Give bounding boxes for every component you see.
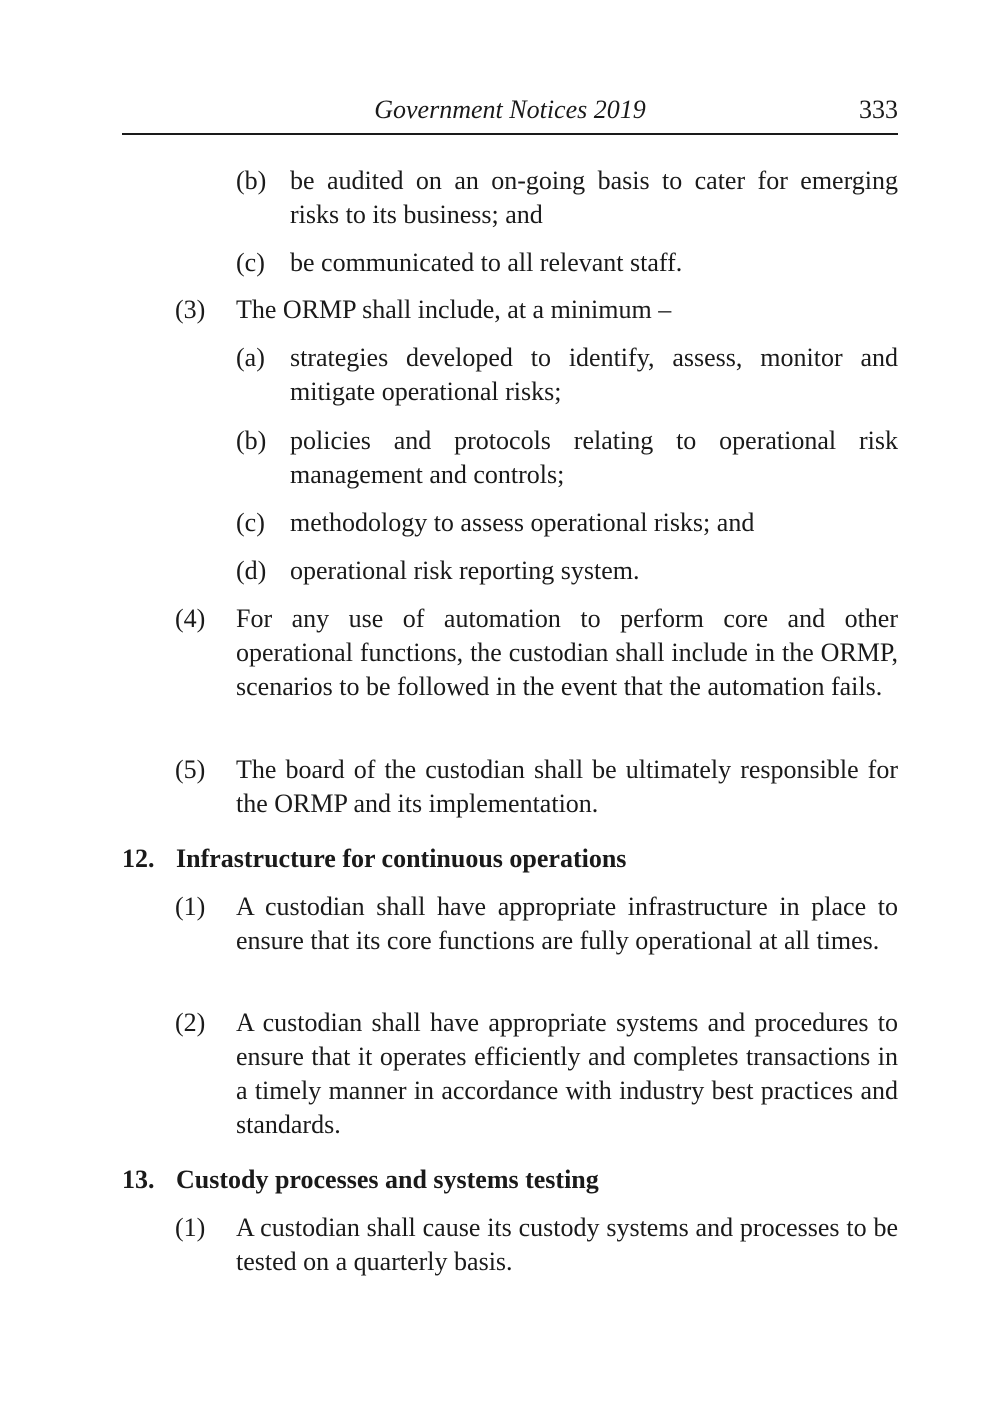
subsection-label: (1) [175,1213,206,1242]
subsection-text: A custodian shall cause its custody systems and processes to be tested on a quarterly basis. [236,1213,898,1276]
item-label: (b) [236,166,267,195]
item-label: (c) [236,248,265,277]
section-title: Custody processes and systems testing [176,1165,599,1194]
item-label: (b) [236,426,267,455]
item-text: be audited on an on-going basis to cater for emerging risks to its business; and [290,166,898,229]
subsection-text: The board of the custodian shall be ultimately responsible for the ORMP and its implementation. [236,755,898,818]
subsection-text: The ORMP shall include, at a minimum – [236,295,672,324]
header-title: Government Notices 2019 [374,95,646,124]
subsection-text: A custodian shall have appropriate systems and procedures to ensure that it operates efficiently and completes transactions in a timely manner in accordance with industry best practices and standards. [236,1008,898,1139]
section-title: Infrastructure for continuous operations [176,844,627,873]
item-text: operational risk reporting system. [290,556,640,585]
item-text: strategies developed to identify, assess, monitor and mitigate operational risks; [290,343,898,406]
subsection-label: (4) [175,604,206,633]
subsection-text: For any use of automation to perform core and other operational functions, the custodian shall include in the ORMP, scenarios to be followed in the event that the automation fails. [236,604,898,701]
item-label: (a) [236,343,265,372]
item-text: be communicated to all relevant staff. [290,248,683,277]
item-text: methodology to assess operational risks; and [290,508,755,537]
subsection-label: (1) [175,892,206,921]
subsection-label: (5) [175,755,206,784]
subsection-label: (3) [175,295,206,324]
page-number: 333 [859,95,898,124]
section-number: 13. [122,1165,155,1194]
item-text: policies and protocols relating to operational risk management and controls; [290,426,898,489]
subsection-text: A custodian shall have appropriate infrastructure in place to ensure that its core functions are fully operational at all times. [236,892,898,955]
item-label: (d) [236,556,267,585]
section-number: 12. [122,844,155,873]
page-header [122,93,898,135]
item-label: (c) [236,508,265,537]
subsection-label: (2) [175,1008,206,1037]
